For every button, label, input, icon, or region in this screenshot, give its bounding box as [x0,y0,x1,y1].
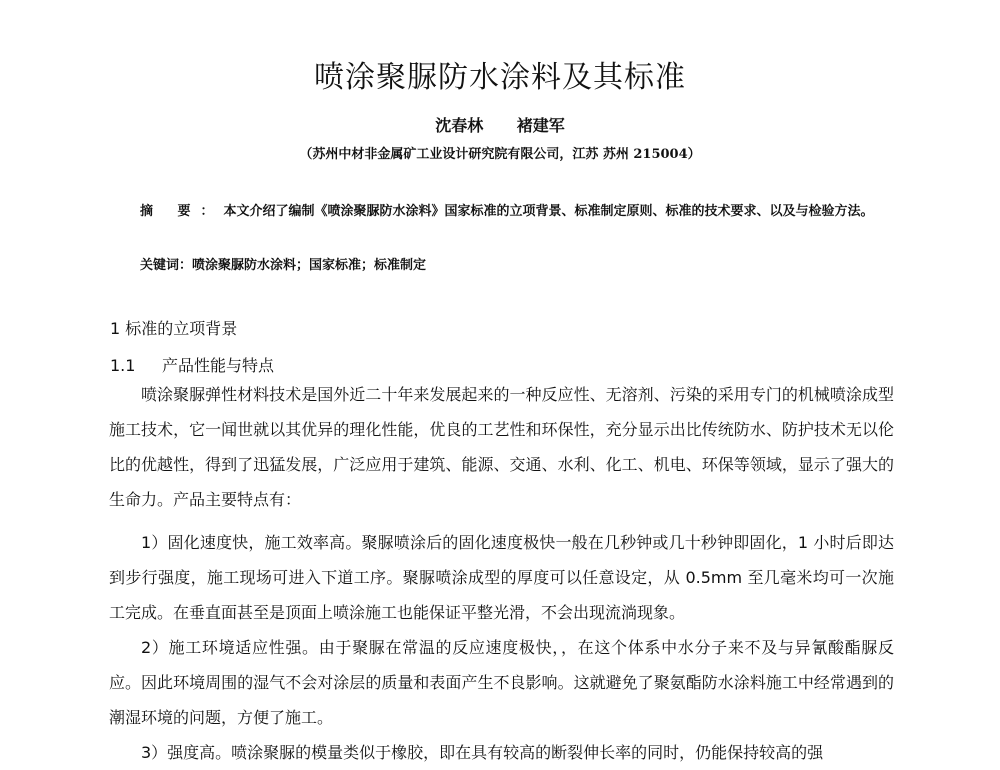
body-paragraph: 1）固化速度快，施工效率高。聚脲喷涂后的固化速度极快一般在几秒钟或几十秒钟即固化，1 小时后即达到步行强度，施工现场可进入下道工序。聚脲喷涂成型的厚度可以任意设定，从 0.5mm 至几毫米均可一次施工完成。在垂直面甚至是顶面上喷涂施工也能保证平整光滑，不会出现流淌现象。 [109,533,894,622]
section-number: 1.1 [110,356,136,375]
abstract-label: 摘 要： [140,204,224,219]
abstract [140,197,880,226]
section-heading-1-1 [110,353,274,376]
paper-affiliation: （苏州中材非金属矿工业设计研究院有限公司，江苏 苏州 215004） [299,147,701,162]
keywords [140,254,880,273]
paper-authors: 沈春林 褚建军 [435,116,565,135]
paper-title: 喷涂聚脲防水涂料及其标准 [314,60,686,95]
keywords-text: 喷涂聚脲防水涂料；国家标准；标准制定 [192,258,427,273]
body-paragraph: 3）强度高。喷涂聚脲的模量类似于橡胶，即在具有较高的断裂伸长率的同时，仍能保持较高的强 [141,743,824,762]
section-title: 产品性能与特点 [162,356,275,375]
section-heading-1: 1 标准的立项背景 [110,319,238,338]
body-paragraph: 喷涂聚脲弹性材料技术是国外近二十年来发展起来的一种反应性、无溶剂、污染的采用专门的机械喷涂成型施工技术，它一闻世就以其优异的理化性能，优良的工艺性和环保性，充分显示出比传统防水、防护技术无以伦比的优越性，得到了迅猛发展，广泛应用于建筑、能源、交通、水利、化工、机电、环保等领域，显示了强大的生命力。产品主要特点有： [109,385,894,509]
abstract-text: 本文介绍了编制《喷涂聚脲防水涂料》国家标准的立项背景、标准制定原则、标准的技术要求、以及与检验方法。 [223,204,874,219]
body-paragraph: 2）施工环境适应性强。由于聚脲在常温的反应速度极快，，在这个体系中水分子来不及与异氰酸酯脲反应。因此环境周围的湿气不会对涂层的质量和表面产生不良影响。这就避免了聚氨酯防水涂料施工中经常遇到的潮湿环境的问题，方便了施工。 [109,638,894,727]
keywords-label: 关键词： [140,258,193,273]
